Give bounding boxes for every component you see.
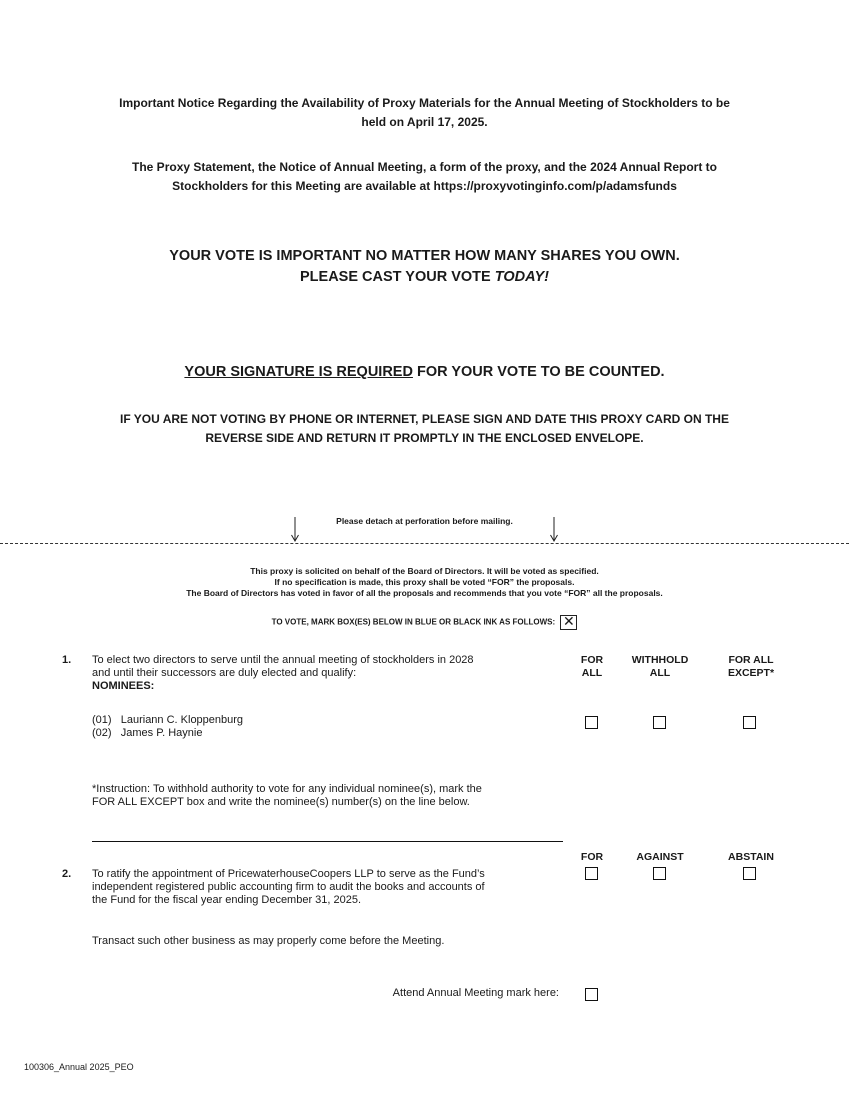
nominee-item: [92, 727, 243, 740]
proposal-2-text: [92, 868, 572, 907]
for-all-except-checkbox[interactable]: [743, 716, 756, 729]
nominee-name: Lauriann C. Kloppenburg: [120, 714, 244, 726]
proposal-1-text: [92, 654, 572, 693]
materials-notice: [40, 158, 809, 196]
detach-instruction: Please detach at perforation before mailing.: [336, 516, 513, 526]
proposal-1-line-2: and until their successors are duly elected and qualify:: [92, 667, 357, 679]
vote-today-emphasis: TODAY!: [494, 269, 549, 285]
withhold-all-checkbox[interactable]: [653, 716, 666, 729]
proposal-2-line-1: To ratify the appointment of PricewaterhouseCoopers LLP to serve as the Fund’s: [92, 868, 485, 880]
proposal-1-line-1: To elect two directors to serve until the annual meeting of stockholders in 2028: [92, 654, 474, 666]
x-mark-icon: ✕: [563, 613, 575, 629]
notice-line-4: Stockholders for this Meeting are available at https://proxyvotinginfo.com/p/adamsfunds: [172, 179, 677, 193]
signature-required-notice: [40, 364, 809, 380]
proposal-2-line-3: the Fund for the fiscal year ending December 31, 2025.: [92, 894, 362, 906]
nominee-code: (02): [92, 727, 112, 739]
nominee-item: [92, 714, 243, 727]
proposal-1-number: 1.: [62, 654, 72, 666]
for-header: FOR: [580, 851, 604, 863]
notice-line-1: Important Notice Regarding the Availability of Proxy Materials for the Annual Meeting of Stockholders to be: [119, 96, 730, 110]
for-all-header-line-2: ALL: [581, 667, 603, 679]
mark-instructions-text: TO VOTE, MARK BOX(ES) BELOW IN BLUE OR BLACK INK AS FOLLOWS:: [271, 617, 556, 627]
proposal-2-number: 2.: [62, 868, 72, 880]
abstain-header: ABSTAIN: [728, 851, 774, 863]
vote-important-banner: [40, 246, 809, 288]
signature-required-underlined: YOUR SIGNATURE IS REQUIRED: [184, 364, 413, 380]
nominee-list: [92, 714, 243, 740]
against-header: AGAINST: [636, 851, 684, 863]
proxy-solicitation-info: [40, 566, 809, 599]
withhold-all-header: [620, 654, 700, 680]
proposal-2-line-2: independent registered public accounting firm to audit the books and accounts of: [92, 881, 485, 893]
vote-important-line-1: YOUR VOTE IS IMPORTANT NO MATTER HOW MANY SHARES YOU OWN.: [169, 248, 680, 264]
for-all-except-header-line-1: FOR ALL: [728, 654, 774, 666]
for-all-checkbox[interactable]: [585, 716, 598, 729]
nominee-write-in-line[interactable]: [92, 841, 563, 842]
for-checkbox[interactable]: [585, 867, 598, 880]
withhold-instruction-line-2: FOR ALL EXCEPT box and write the nominee(s) number(s) on the line below.: [92, 796, 470, 808]
nominee-code: (01): [92, 714, 112, 726]
proxy-info-line-3: The Board of Directors has voted in favor of all the proposals and recommends that you vote “FOR” all the proposals.: [186, 588, 663, 598]
proxy-info-line-2: If no specification is made, this proxy shall be voted “FOR” the proposals.: [274, 577, 575, 587]
document-code: 100306_Annual 2025_PEO: [24, 1062, 134, 1072]
withhold-all-header-line-2: ALL: [649, 667, 671, 679]
mail-instructions: [60, 410, 789, 448]
nominees-label: NOMINEES:: [92, 680, 155, 692]
mail-instructions-line-1: IF YOU ARE NOT VOTING BY PHONE OR INTERNET, PLEASE SIGN AND DATE THIS PROXY CARD ON THE: [120, 412, 729, 426]
nominee-name: James P. Haynie: [120, 727, 203, 739]
mail-instructions-line-2: REVERSE SIDE AND RETURN IT PROMPTLY IN THE ENCLOSED ENVELOPE.: [205, 431, 644, 445]
attend-meeting-checkbox[interactable]: [585, 988, 598, 1001]
vote-important-prefix: PLEASE CAST YOUR VOTE: [300, 269, 495, 285]
withhold-all-header-line-1: WITHHOLD: [631, 654, 689, 666]
withhold-instruction: [92, 783, 572, 809]
against-checkbox[interactable]: [653, 867, 666, 880]
for-all-except-header: [711, 654, 791, 680]
notice-line-2: held on April 17, 2025.: [361, 115, 488, 129]
perforation-line: [0, 543, 849, 544]
sample-marked-box: [560, 615, 577, 630]
notice-line-3: The Proxy Statement, the Notice of Annual Meeting, a form of the proxy, and the 2024 Annual Report to: [132, 160, 717, 174]
down-arrow-icon: [549, 516, 559, 542]
signature-required-rest: FOR YOUR VOTE TO BE COUNTED.: [412, 364, 665, 380]
abstain-checkbox[interactable]: [743, 867, 756, 880]
availability-notice: [40, 94, 809, 132]
for-all-except-header-line-2: EXCEPT*: [727, 667, 775, 679]
for-all-header-line-1: FOR: [580, 654, 604, 666]
proxy-info-line-1: This proxy is solicited on behalf of the Board of Directors. It will be voted as specified.: [250, 566, 599, 576]
attend-meeting-label: Attend Annual Meeting mark here:: [392, 987, 559, 999]
withhold-instruction-line-1: *Instruction: To withhold authority to vote for any individual nominee(s), mark the: [92, 783, 482, 795]
mark-instructions: [40, 615, 809, 630]
vote-important-line-2: [40, 267, 809, 288]
other-business-text: Transact such other business as may properly come before the Meeting.: [92, 935, 445, 947]
